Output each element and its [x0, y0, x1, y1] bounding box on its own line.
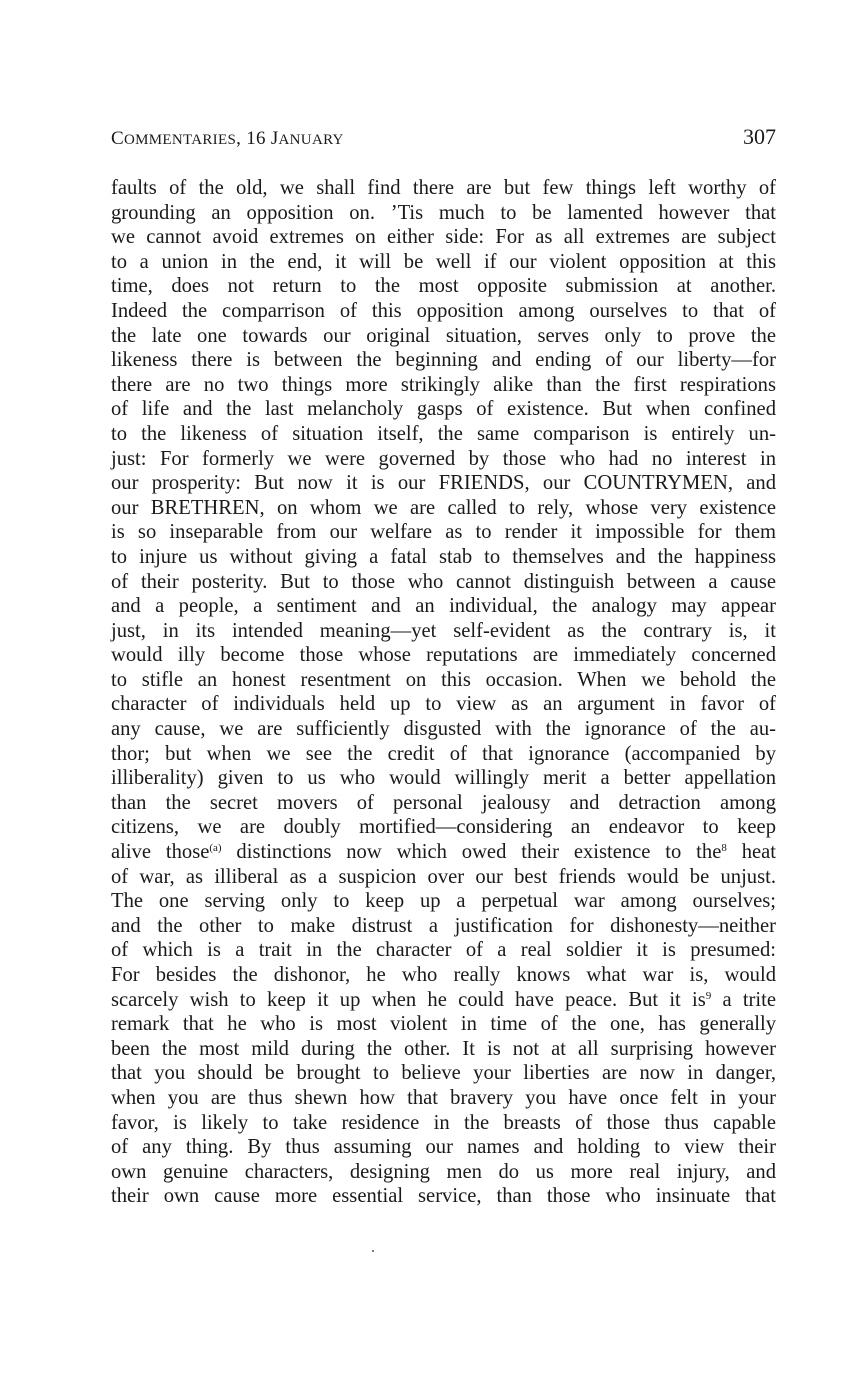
footnote-marker-a: (a) [209, 841, 222, 854]
text-line: time, does not return to the most opposite submission at another. [111, 275, 776, 298]
text-line: favor, is likely to take residence in the breasts of those thus capable [111, 1111, 776, 1134]
text-line: just: For formerly we were governed by those who had no interest in [111, 447, 776, 470]
text-line: there are no two things more strikingly alike than the first respirations [111, 373, 776, 396]
text-line: of their posterity. But to those who cannot distinguish between a cause [111, 570, 776, 593]
text-line: thor; but when we see the credit of that ignorance (accompanied by [111, 742, 776, 765]
body-text [111, 176, 776, 1209]
text-line: our prosperity: But now it is our FRIENDS, our COUNTRYMEN, and [111, 472, 776, 495]
text-line: and the other to make distrust a justification for dishonesty—neither [111, 914, 776, 937]
text-line: The one serving only to keep up a perpetual war among ourselves; [111, 890, 776, 913]
text-line: own genuine characters, designing men do us more real injury, and [111, 1160, 776, 1183]
text-line: is so inseparable from our welfare as to render it impossible for them [111, 521, 776, 544]
text-line: grounding an opposition on. ’Tis much to be lamented however that [111, 201, 776, 224]
text-line: of which is a trait in the character of a real soldier it is presumed: [111, 939, 776, 962]
text-line: than the secret movers of personal jealousy and detraction among [111, 791, 776, 814]
text-line: likeness there is between the beginning and ending of our liberty—for [111, 349, 776, 372]
text-line: we cannot avoid extremes on either side: For as all extremes are subject [111, 226, 776, 249]
text-line: to stifle an honest resentment on this occasion. When we behold the [111, 668, 776, 691]
text-line: of life and the last melancholy gasps of existence. But when confined [111, 398, 776, 421]
text-line: and a people, a sentiment and an individual, the analogy may appear [111, 595, 776, 618]
footnote-marker-8: 8 [721, 841, 727, 854]
text-line: when you are thus shewn how that bravery you have once felt in your [111, 1086, 776, 1109]
text-line-with-note: scarcely wish to keep it up when he could have peace. But it $is^9$ a trite [111, 988, 776, 1011]
running-head [111, 124, 776, 158]
text-line: of any thing. By thus assuming our names and holding to view their [111, 1136, 776, 1159]
text-line: been the most mild during the other. It is not at all surprising however [111, 1037, 776, 1060]
print-speck [372, 1250, 374, 1252]
page-number: 307 [743, 124, 776, 149]
text-line: to a union in the end, it will be well if our violent opposition at this [111, 250, 776, 273]
document-page [111, 124, 776, 1209]
text-line: For besides the dishonor, he who really knows what war is, would [111, 964, 776, 986]
text-line: character of individuals held up to view as an argument in favor of [111, 693, 776, 716]
text-line: any cause, we are sufficiently disgusted with the ignorance of the au- [111, 718, 776, 741]
text-line: the late one towards our original situation, serves only to prove the [111, 324, 776, 347]
text-line: Indeed the comparrison of this opposition among ourselves to that of [111, 299, 776, 322]
text-line: to the likeness of situation itself, the same comparison is entirely un- [111, 422, 776, 445]
text-line: illiberality) given to us who would willingly merit a better appellation [111, 767, 776, 790]
text-line: remark that he who is most violent in time of the one, has generally [111, 1013, 776, 1036]
running-head-title: COMMENTARIES, 16 JANUARY [111, 128, 344, 149]
text-line: of war, as illiberal as a suspicion over our best friends would be unjust. [111, 865, 776, 888]
text-line: would illy become those whose reputations are immediately concerned [111, 644, 776, 667]
text-line-with-notes: alive those$^{(a)}$ distinctions now which owed their existence to the$^8$ heat [111, 841, 777, 864]
text-line: citizens, we are doubly mortified—considering an endeavor to keep [111, 816, 776, 839]
text-line: to injure us without giving a fatal stab to themselves and the happiness [111, 545, 776, 568]
text-line: just, in its intended meaning—yet self-evident as the contrary is, it [111, 619, 776, 642]
text-line: our BRETHREN, on whom we are called to rely, whose very existence [111, 496, 776, 519]
footnote-marker-9: 9 [705, 989, 712, 1002]
text-line: their own cause more essential service, than those who insinuate that [111, 1185, 776, 1208]
text-line: faults of the old, we shall find there are but few things left worthy of [111, 177, 776, 199]
text-line: that you should be brought to believe your liberties are now in danger, [111, 1062, 776, 1085]
